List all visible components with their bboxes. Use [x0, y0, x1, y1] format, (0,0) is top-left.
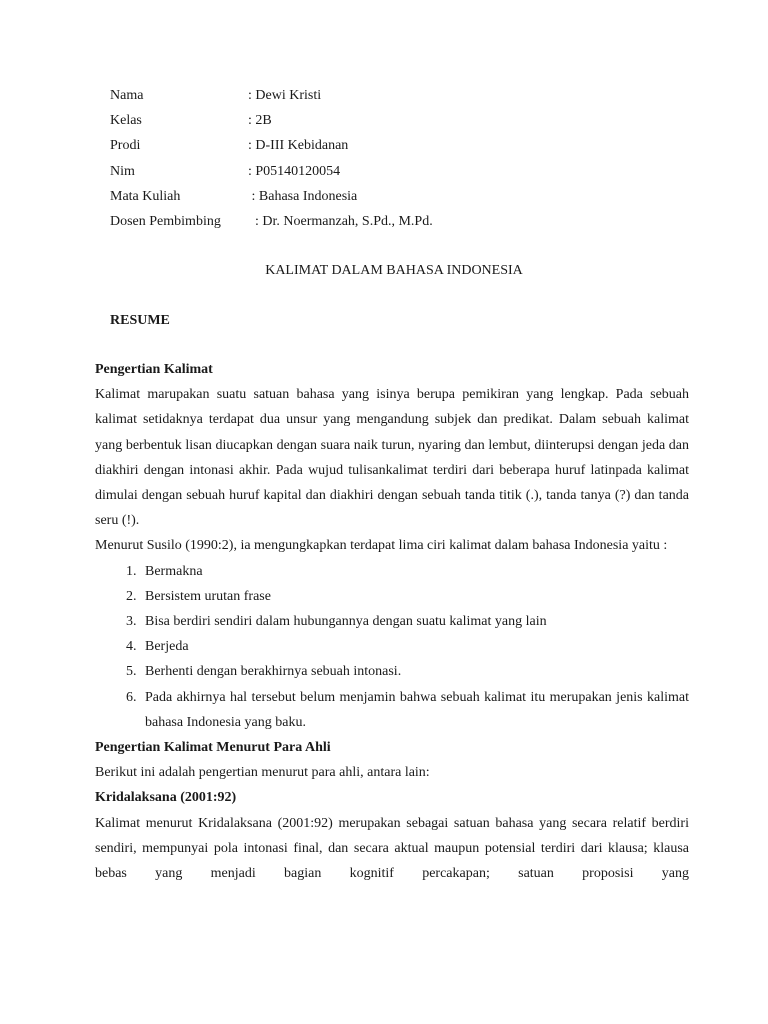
document-body — [95, 357, 689, 886]
list-item — [140, 659, 689, 684]
paragraph: Kalimat marupakan suatu satuan bahasa yang isinya berupa pemikiran yang lengkap. Pada sebuah kalimat setidaknya terdapat dua unsur yang mengandung subjek dan predikat. Dalam sebuah kalimat yang berbentuk lisan diucapkan dengan suara naik turun, nyaring dan lembut, diinterupsi dengan jeda dan diakhiri dengan intonasi akhir. Pada wujud tulisankalimat terdiri dari beberapa huruf latinpada kalimat dimulai dengan sebuah huruf kapital dan diakhiri dengan sebuah tanda titik (.), tanda tanya (?) dan tanda seru (!). — [95, 387, 689, 529]
info-label: Prodi — [110, 138, 141, 154]
info-label: Nama — [110, 88, 144, 103]
info-value: : Dewi Kristi — [248, 88, 322, 103]
paragraph-intro: Berikut ini adalah pengertian menurut para ahli, antara lain: — [95, 765, 430, 781]
info-label: Kelas — [110, 113, 142, 129]
document-title: KALIMAT DALAM BAHASA INDONESIA — [265, 263, 523, 278]
list-item-text: Bersistem urutan frase — [145, 588, 271, 604]
info-label: Nim — [110, 163, 135, 179]
list-item — [140, 685, 689, 735]
info-row-kelas — [110, 108, 433, 133]
info-label: Mata Kuliah — [110, 188, 181, 204]
info-value: : P05140120054 — [248, 163, 341, 179]
criteria-list — [95, 559, 689, 735]
list-item — [140, 584, 689, 609]
list-item-text: Bisa berdiri sendiri dalam hubungannya dengan suatu kalimat yang lain — [145, 614, 547, 630]
info-row-nim — [110, 159, 433, 184]
paragraph-intro: Menurut Susilo (1990:2), ia mengungkapkan terdapat lima ciri kalimat dalam bahasa Indonesia yaitu : — [95, 538, 668, 554]
list-item-text: Berjeda — [145, 639, 189, 655]
list-item — [140, 559, 689, 584]
sub-heading: Kridalaksana (2001:92) — [95, 790, 237, 806]
info-value: : 2B — [248, 113, 272, 129]
student-info-block — [110, 83, 433, 234]
info-row-nama — [110, 83, 433, 108]
info-value: : Dr. Noermanzah, S.Pd., M.Pd. — [248, 213, 433, 229]
list-item-text: Bermakna — [145, 563, 203, 579]
section-heading: Pengertian Kalimat — [95, 362, 213, 377]
info-value: : D-III Kebidanan — [248, 138, 349, 154]
paragraph: Kalimat menurut Kridalaksana (2001:92) merupakan sebagai satuan bahasa yang secara relatif berdiri sendiri, mempunyai pola intonasi final, dan secara aktual maupun potensial terdiri dari klausa; klausa bebas yang menjadi bagian kognitif percakapan; satuan proposisi yang — [95, 815, 689, 882]
info-row-dosen — [110, 209, 433, 234]
list-item — [140, 634, 689, 659]
info-label: Dosen Pembimbing — [110, 213, 221, 229]
list-item-text: Berhenti dengan berakhirnya sebuah intonasi. — [145, 664, 402, 680]
section-heading: Pengertian Kalimat Menurut Para Ahli — [95, 740, 331, 756]
resume-heading: RESUME — [110, 313, 170, 328]
list-item-text: Pada akhirnya hal tersebut belum menjamin bahwa sebuah kalimat itu merupakan jenis kalimat bahasa Indonesia yang baku. — [145, 689, 689, 730]
info-row-prodi — [110, 133, 433, 158]
info-row-mata-kuliah — [110, 184, 433, 209]
list-item — [140, 609, 689, 634]
info-value: : Bahasa Indonesia — [248, 188, 358, 204]
